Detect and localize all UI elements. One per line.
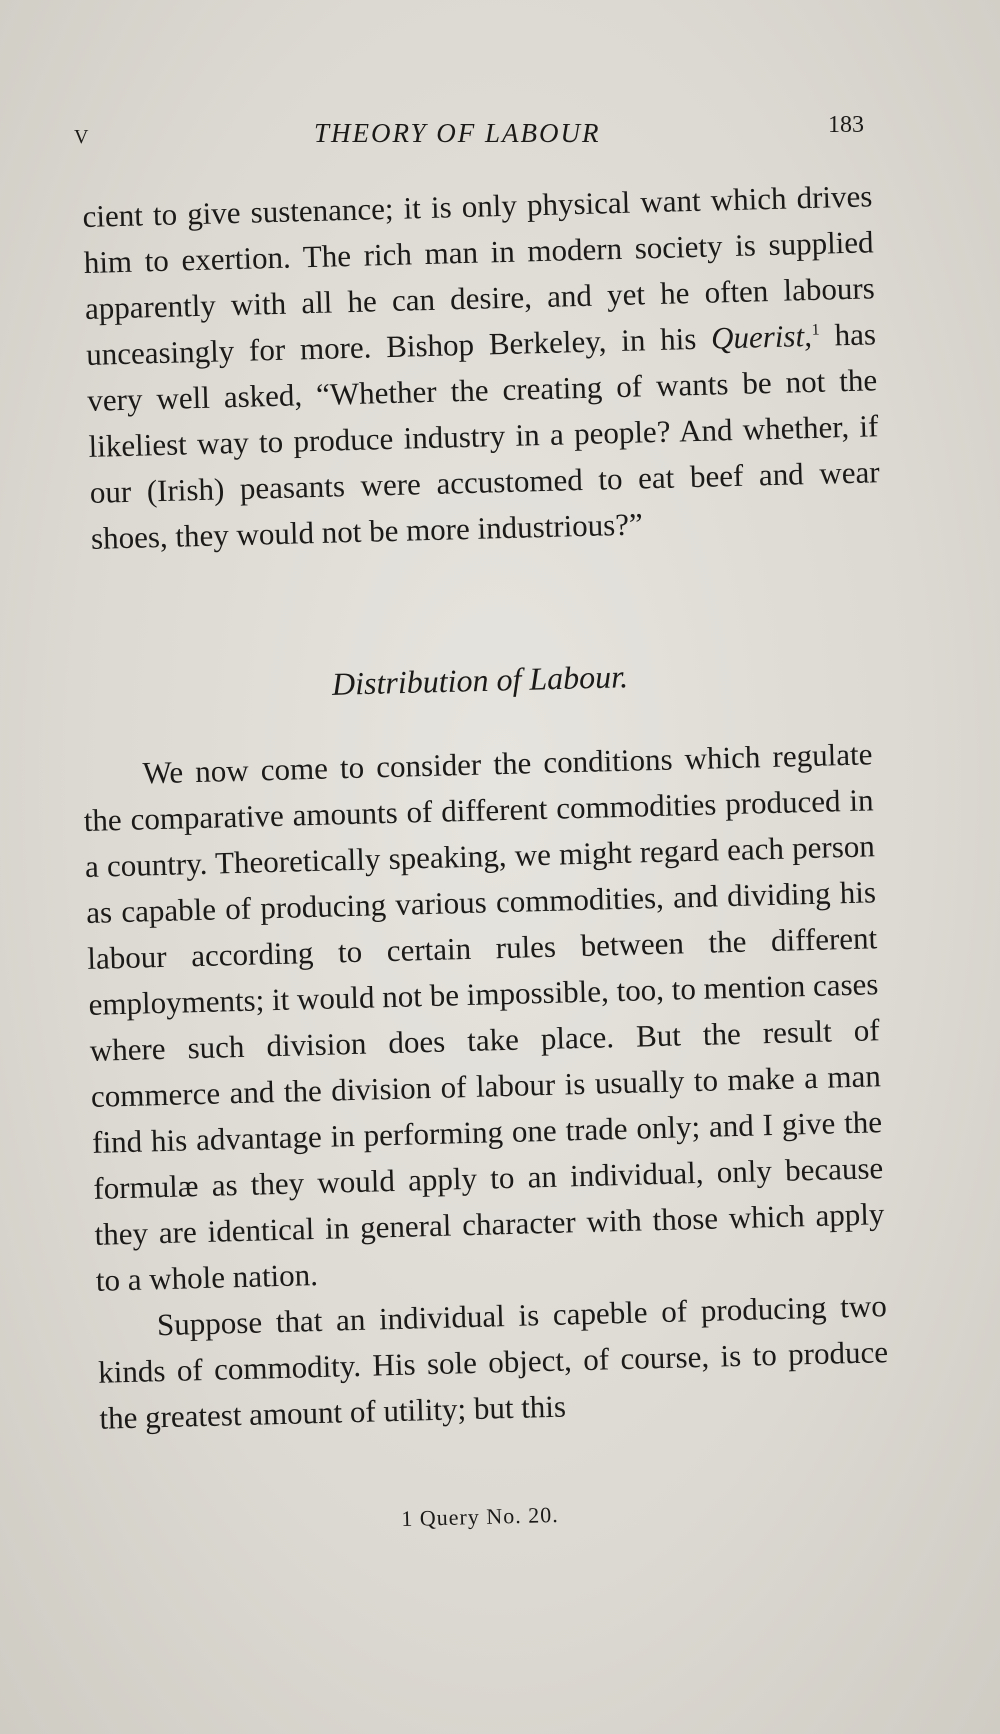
page-number: 183 bbox=[828, 112, 864, 138]
footnote: 1 Query No. 20. bbox=[400, 1501, 559, 1532]
chapter-number: V bbox=[74, 126, 90, 148]
supposition-paragraph: Suppose that an individual is capeble of producing two kinds of commodity. His sole object, of course, is to produce the greatest amount of utility; but this bbox=[97, 1288, 889, 1436]
work-title-querist: Querist, bbox=[710, 317, 813, 356]
opening-paragraph-quote: has very well asked, “Whether the creating of wants be not the likeliest way to produce industry in a people? And whether, if our (Irish) peasants were accustomed to eat beef and wear shoes, they would not be more industrious?” bbox=[86, 316, 881, 556]
section-heading: Distribution of Labour. bbox=[331, 658, 629, 702]
opening-paragraph bbox=[82, 173, 881, 562]
opening-paragraph-text: cient to give sustenance; it is only physical want which drives him to exertion. The rich man in modern society is supplied apparently with all he can desire, and yet he often labours unceasingly for more. Bishop Berkeley, in his bbox=[82, 178, 876, 372]
running-title: THEORY OF LABOUR bbox=[314, 118, 601, 148]
running-header bbox=[74, 112, 864, 152]
opening-paragraph-block bbox=[82, 173, 881, 562]
distribution-paragraph: We now come to consider the conditions which regulate the comparative amounts of different commodities produced in a country. Theoretically speaking, we might regard each person as capable of producing various commodities, and dividing his labour according to certain rules between the different employments; it would not be impossible, too, to mention cases where such division does take place. But the result of commerce and the division of labour is usually to make a man find his advantage in performing one trade only; and I give the formulæ as they would apply to an individual, only because they are identical in general character with those which apply to a whole nation. bbox=[83, 736, 885, 1298]
footnote-marker: 1 bbox=[811, 321, 820, 339]
distribution-section-body bbox=[82, 731, 890, 1441]
